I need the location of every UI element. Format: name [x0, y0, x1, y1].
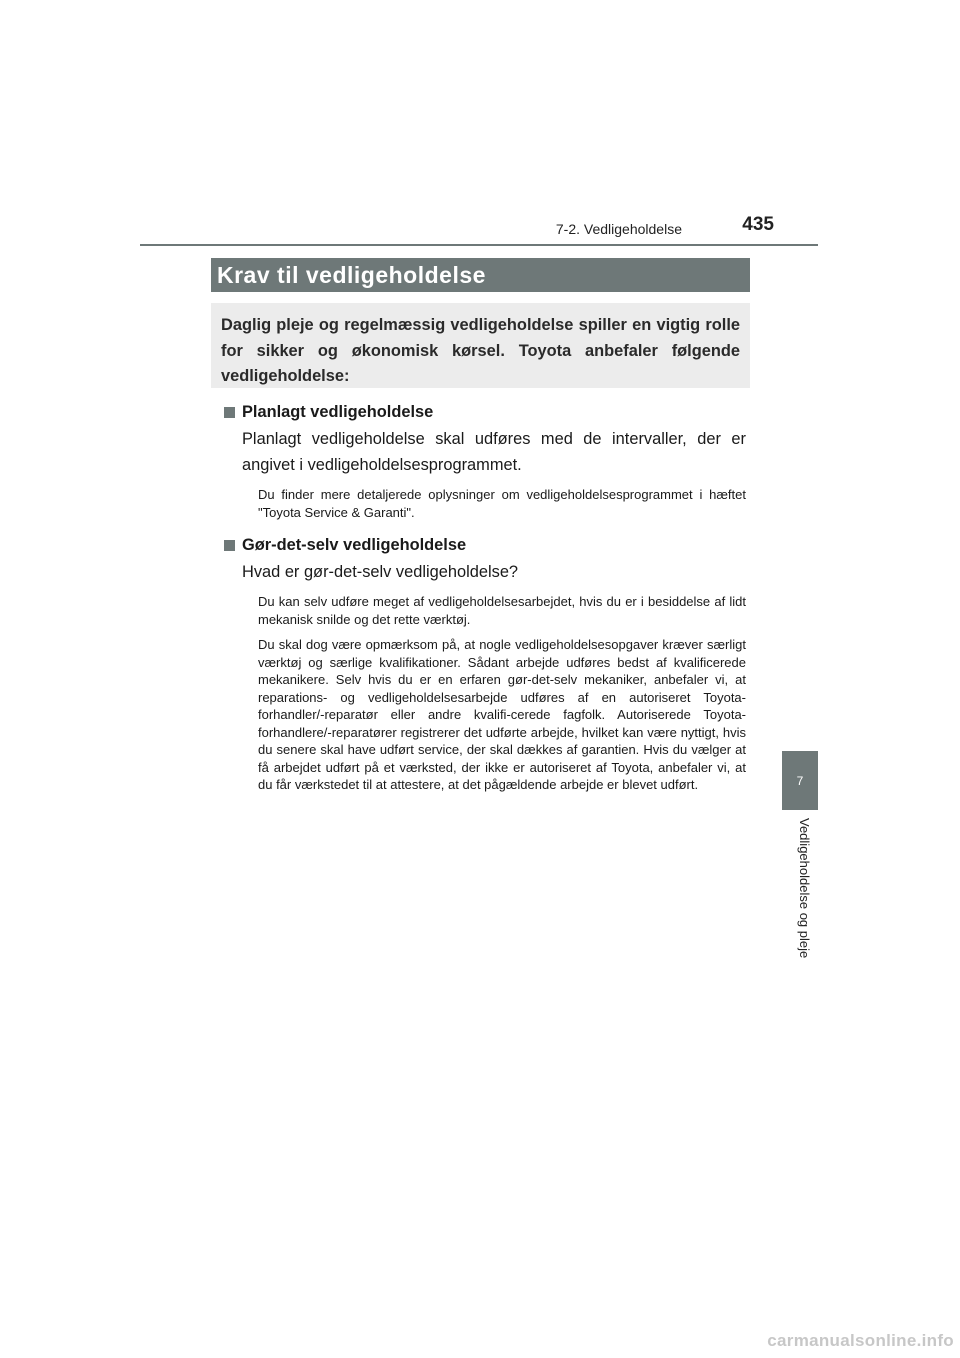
- header-chapter: 7-2. Vedligeholdelse: [555, 221, 682, 237]
- section-heading: [224, 533, 746, 557]
- section-lead: Hvad er gør-det-selv vedligeholdelse?: [242, 563, 519, 581]
- watermark: carmanualsonline.info: [767, 1331, 954, 1350]
- section-note: Du kan selv udføre meget af vedligeholdelsesarbejdet, hvis du er i besiddelse af lidt mekanisk snilde og det rette værktøj.: [258, 594, 746, 627]
- intro-box: Daglig pleje og regelmæssig vedligeholdelse spiller en vigtig rolle for sikker og økonomisk kørsel. Toyota anbefaler følgende vedligeholdelse:: [211, 303, 750, 388]
- section-heading-text: Gør-det-selv vedligeholdelse: [242, 536, 467, 554]
- section-diy: [224, 533, 746, 794]
- page-number: 435: [742, 214, 774, 235]
- header-rule: [140, 244, 818, 246]
- page-title: Krav til vedligeholdelse: [211, 258, 750, 292]
- content: [224, 400, 746, 794]
- square-bullet-icon: [224, 407, 235, 418]
- section-heading-text: Planlagt vedligeholdelse: [242, 403, 434, 421]
- square-bullet-icon: [224, 540, 235, 551]
- chapter-tab[interactable]: [782, 751, 818, 810]
- section-planned: [224, 400, 746, 521]
- section-note: Du skal dog være opmærksom på, at nogle vedligeholdelsesopgaver kræver særligt værktøj og særlige kvalifikationer. Sådant arbejde udføres bedst af kvalificerede mekanikere. Selv hvis du er en erfaren gør-det-selv mekaniker, anbefaler vi, at reparations- og vedligeholdelsesarbejde udføres af en autoriseret Toyota-forhandler/-reparatør eller andre kvalifi-cerede fagfolk. Autoriserede Toyota-forhandlere/-reparatører registrerer det udførte arbejde, hvilket kan være nyttigt, hvis du senere skal have udført service, der skal dækkes af garantien. Hvis du vælger at få arbejdet udført på et værksted, der ikke er autoriseret af Toyota, anbefaler vi, at du får værkstedet til at attestere, at det pågældende arbejde er blevet udført.: [258, 637, 746, 792]
- section-lead: Planlagt vedligeholdelse skal udføres med de intervaller, der er angivet i vedligeholdelsesprogrammet.: [242, 430, 746, 474]
- section-note: Du finder mere detaljerede oplysninger om vedligeholdelsesprogrammet i hæftet "Toyota Service & Garanti".: [258, 487, 746, 520]
- chapter-tab-number: 7: [796, 774, 804, 788]
- section-heading: [224, 400, 746, 424]
- chapter-tab-label: Vedligeholdelse og pleje: [797, 818, 812, 959]
